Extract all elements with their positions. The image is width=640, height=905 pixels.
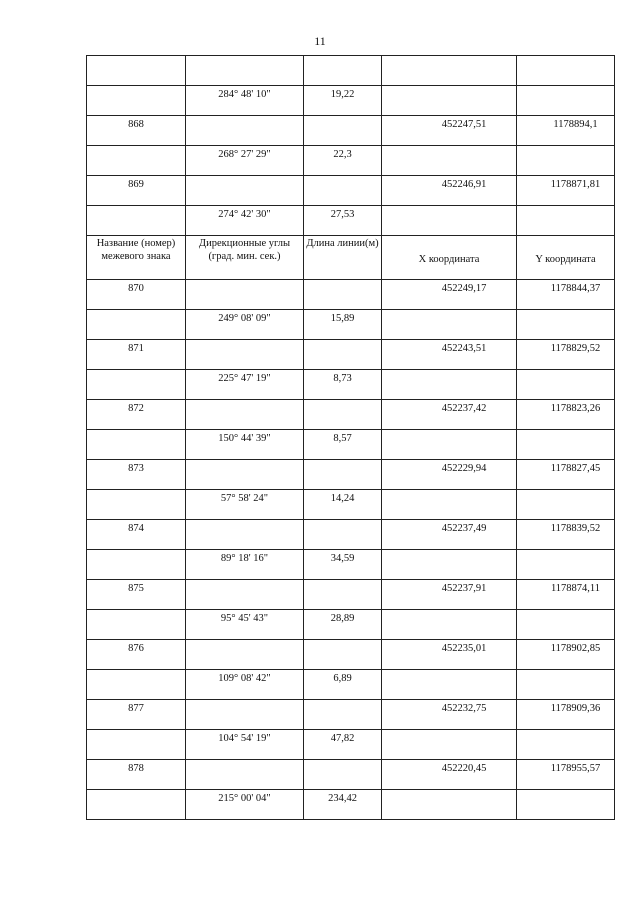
cell-x-coordinate [382, 280, 517, 310]
cell-x-coordinate-text: 452235,01 [441, 643, 487, 654]
cell-direction-angle [186, 580, 304, 610]
cell-line-length [304, 670, 382, 700]
table-row-segment [87, 610, 615, 640]
table-row-segment [87, 490, 615, 520]
cell-x-coordinate-text: 452229,94 [441, 463, 487, 474]
cell-point-name-text: 877 [128, 703, 144, 714]
cell-direction-angle-text [186, 520, 303, 523]
cell-line-length-text: 47,82 [330, 733, 355, 744]
cell-point-name-text [87, 146, 185, 149]
cell-y-coordinate [517, 116, 615, 146]
cell-x-coordinate-text [382, 610, 516, 613]
cell-line-length [304, 580, 382, 610]
page-number: 11 [314, 34, 326, 48]
cell-y-coordinate-text [517, 790, 614, 793]
cell-y-coordinate [517, 146, 615, 176]
cell-point-name-text [87, 370, 185, 373]
cell-point-name [87, 580, 186, 610]
cell-point-name-text [87, 730, 185, 733]
cell-y-coordinate [517, 400, 615, 430]
cell-point-name-text [87, 310, 185, 313]
cell-direction-angle-text: 57° 58' 24" [220, 493, 269, 504]
cell-y-coordinate-text [517, 610, 614, 613]
cell-x-coordinate-text: 452249,17 [441, 283, 487, 294]
cell-y-coordinate [517, 730, 615, 760]
cell-direction-angle-text: 89° 18' 16" [220, 553, 269, 564]
cell-line-length [304, 310, 382, 340]
cell-y-coordinate [517, 610, 615, 640]
cell-direction-angle [186, 206, 304, 236]
cell-direction-angle-text [186, 460, 303, 463]
cell-y-coordinate [517, 310, 615, 340]
cell-direction-angle [186, 550, 304, 580]
cell-x-coordinate [382, 56, 517, 86]
cell-y-coordinate [517, 340, 615, 370]
header-label: Y координата [535, 254, 596, 265]
cell-direction-angle-text: 225° 47' 19" [218, 373, 271, 384]
cell-point-name-text: 869 [128, 179, 144, 190]
header-label: X координата [418, 254, 480, 265]
cell-point-name-text: 874 [128, 523, 144, 534]
cell-line-length-text: 14,24 [330, 493, 355, 504]
cell-line-length-text: 15,89 [330, 313, 355, 324]
cell-y-coordinate-text: 1178829,52 [550, 343, 601, 354]
cell-x-coordinate-text: 452232,75 [441, 703, 487, 714]
cell-y-coordinate [517, 430, 615, 460]
cell-line-length [304, 460, 382, 490]
cell-direction-angle [186, 760, 304, 790]
cell-x-coordinate [382, 400, 517, 430]
cell-point-name-text [87, 550, 185, 553]
cell-point-name-text [87, 56, 185, 59]
cell-point-name [87, 640, 186, 670]
table-row-point [87, 116, 615, 146]
cell-point-name [87, 370, 186, 400]
cell-direction-angle-text: 150° 44' 39" [218, 433, 271, 444]
table-row-segment [87, 86, 615, 116]
cell-x-coordinate [382, 146, 517, 176]
table-row-point [87, 460, 615, 490]
cell-direction-angle-text [186, 280, 303, 283]
cell-y-coordinate [517, 370, 615, 400]
cell-y-coordinate [517, 206, 615, 236]
cell-y-coordinate-text [517, 86, 614, 89]
cell-y-coordinate-text [517, 310, 614, 313]
cell-line-length [304, 146, 382, 176]
cell-line-length [304, 280, 382, 310]
cell-y-coordinate [517, 280, 615, 310]
header-direction-angle [186, 236, 304, 280]
header-x-coordinate [382, 236, 517, 280]
cell-x-coordinate [382, 610, 517, 640]
cell-y-coordinate-text [517, 370, 614, 373]
cell-point-name [87, 790, 186, 820]
table-row-segment [87, 146, 615, 176]
cell-direction-angle-text: 274° 42' 30" [218, 209, 271, 220]
cell-y-coordinate [517, 86, 615, 116]
cell-y-coordinate-text: 1178955,57 [550, 763, 601, 774]
cell-line-length-text: 34,59 [330, 553, 355, 564]
cell-direction-angle [186, 370, 304, 400]
cell-y-coordinate [517, 670, 615, 700]
cell-y-coordinate-text: 1178894,1 [553, 119, 598, 130]
cell-line-length [304, 340, 382, 370]
table-row-segment [87, 670, 615, 700]
cell-y-coordinate-text [517, 730, 614, 733]
cell-direction-angle [186, 790, 304, 820]
cell-direction-angle [186, 460, 304, 490]
cell-point-name-text: 878 [128, 763, 144, 774]
table-row-point [87, 340, 615, 370]
cell-direction-angle-text: 215° 00' 04" [218, 793, 271, 804]
cell-line-length [304, 610, 382, 640]
cell-direction-angle-text [186, 760, 303, 763]
cell-x-coordinate-text: 452237,42 [441, 403, 487, 414]
cell-line-length-text: 6,89 [333, 673, 352, 684]
cell-point-name [87, 460, 186, 490]
cell-x-coordinate [382, 520, 517, 550]
cell-y-coordinate-text: 1178839,52 [550, 523, 601, 534]
cell-line-length-text [304, 460, 381, 463]
cell-line-length [304, 430, 382, 460]
cell-point-name [87, 610, 186, 640]
table-row-blank [87, 56, 615, 86]
cell-x-coordinate-text [382, 310, 516, 313]
cell-point-name [87, 700, 186, 730]
cell-line-length-text: 28,89 [330, 613, 355, 624]
cell-x-coordinate-text: 452237,49 [441, 523, 487, 534]
cell-point-name [87, 490, 186, 520]
cell-direction-angle-text: 104° 54' 19" [218, 733, 271, 744]
cell-point-name-text: 871 [128, 343, 144, 354]
cell-direction-angle [186, 56, 304, 86]
cell-direction-angle-text [186, 56, 303, 59]
table-row-segment [87, 370, 615, 400]
cell-point-name-text: 870 [128, 283, 144, 294]
cell-y-coordinate [517, 640, 615, 670]
header-line-length [304, 236, 382, 280]
cell-point-name [87, 86, 186, 116]
cell-direction-angle-text [186, 400, 303, 403]
cell-line-length [304, 206, 382, 236]
cell-direction-angle-text: 109° 08' 42" [218, 673, 271, 684]
cell-y-coordinate [517, 790, 615, 820]
cell-line-length-text [304, 640, 381, 643]
boundary-coordinates-table [86, 55, 615, 820]
cell-line-length-text [304, 580, 381, 583]
cell-point-name-text [87, 86, 185, 89]
table-row-segment [87, 550, 615, 580]
cell-line-length-text [304, 400, 381, 403]
cell-point-name [87, 550, 186, 580]
cell-direction-angle [186, 670, 304, 700]
cell-direction-angle [186, 400, 304, 430]
cell-direction-angle [186, 146, 304, 176]
cell-y-coordinate [517, 460, 615, 490]
cell-point-name-text: 873 [128, 463, 144, 474]
cell-direction-angle-text: 249° 08' 09" [218, 313, 271, 324]
cell-line-length [304, 490, 382, 520]
cell-direction-angle-text [186, 640, 303, 643]
cell-direction-angle [186, 176, 304, 206]
cell-line-length-text: 8,57 [333, 433, 352, 444]
cell-line-length-text: 27,53 [330, 209, 355, 220]
cell-direction-angle [186, 700, 304, 730]
cell-line-length-text [304, 340, 381, 343]
cell-point-name [87, 116, 186, 146]
cell-x-coordinate-text: 452246,91 [441, 179, 487, 190]
cell-y-coordinate-text: 1178827,45 [550, 463, 601, 474]
cell-point-name-text: 875 [128, 583, 144, 594]
cell-x-coordinate-text [382, 730, 516, 733]
cell-line-length-text [304, 280, 381, 283]
cell-x-coordinate [382, 550, 517, 580]
cell-y-coordinate-text [517, 56, 614, 59]
header-y-coordinate [517, 236, 615, 280]
table-row-point [87, 700, 615, 730]
cell-x-coordinate [382, 86, 517, 116]
cell-line-length [304, 400, 382, 430]
cell-y-coordinate-text [517, 206, 614, 209]
cell-y-coordinate-text: 1178902,85 [550, 643, 601, 654]
cell-direction-angle-text: 284° 48' 10" [218, 89, 271, 100]
cell-line-length-text: 234,42 [328, 793, 357, 804]
cell-y-coordinate [517, 580, 615, 610]
table-header-row [87, 236, 615, 280]
header-label: Длина линии(м) [306, 238, 379, 249]
cell-x-coordinate-text: 452243,51 [441, 343, 487, 354]
cell-line-length [304, 370, 382, 400]
cell-direction-angle [186, 610, 304, 640]
cell-x-coordinate-text [382, 86, 516, 89]
cell-x-coordinate [382, 310, 517, 340]
table-body [87, 56, 615, 820]
cell-line-length-text: 22,3 [333, 149, 352, 160]
cell-x-coordinate [382, 580, 517, 610]
cell-direction-angle-text [186, 176, 303, 179]
cell-point-name [87, 400, 186, 430]
cell-y-coordinate-text: 1178874,11 [550, 583, 601, 594]
cell-direction-angle-text [186, 700, 303, 703]
cell-x-coordinate-text [382, 670, 516, 673]
cell-x-coordinate [382, 370, 517, 400]
table-row-point [87, 400, 615, 430]
cell-x-coordinate [382, 116, 517, 146]
cell-point-name [87, 670, 186, 700]
cell-y-coordinate-text [517, 430, 614, 433]
cell-x-coordinate-text: 452220,45 [441, 763, 487, 774]
cell-direction-angle [186, 430, 304, 460]
table-row-segment [87, 790, 615, 820]
cell-point-name-text: 868 [128, 119, 144, 130]
table-row-point [87, 176, 615, 206]
cell-direction-angle-text [186, 340, 303, 343]
cell-direction-angle-text: 95° 45' 43" [220, 613, 269, 624]
cell-point-name [87, 430, 186, 460]
cell-point-name [87, 520, 186, 550]
cell-x-coordinate [382, 430, 517, 460]
cell-direction-angle [186, 86, 304, 116]
cell-x-coordinate [382, 730, 517, 760]
cell-point-name [87, 340, 186, 370]
cell-line-length-text [304, 760, 381, 763]
cell-line-length-text [304, 520, 381, 523]
header-label: Название (номер) межевого знака [96, 238, 176, 262]
cell-x-coordinate [382, 760, 517, 790]
cell-y-coordinate-text [517, 490, 614, 493]
cell-line-length [304, 760, 382, 790]
cell-x-coordinate [382, 340, 517, 370]
cell-line-length [304, 790, 382, 820]
cell-x-coordinate-text [382, 206, 516, 209]
cell-point-name-text [87, 430, 185, 433]
table-row-segment [87, 730, 615, 760]
cell-x-coordinate-text [382, 790, 516, 793]
cell-x-coordinate-text [382, 370, 516, 373]
cell-x-coordinate-text [382, 550, 516, 553]
cell-y-coordinate-text: 1178871,81 [550, 179, 601, 190]
cell-point-name-text [87, 610, 185, 613]
table-row-segment [87, 310, 615, 340]
cell-x-coordinate-text [382, 490, 516, 493]
cell-point-name-text [87, 206, 185, 209]
cell-x-coordinate [382, 670, 517, 700]
cell-point-name-text [87, 790, 185, 793]
cell-line-length-text [304, 700, 381, 703]
cell-direction-angle [186, 116, 304, 146]
header-label: Дирекционные углы (град. мин. сек.) [198, 238, 291, 262]
cell-point-name [87, 206, 186, 236]
cell-y-coordinate [517, 760, 615, 790]
cell-y-coordinate-text: 1178909,36 [550, 703, 601, 714]
cell-line-length [304, 550, 382, 580]
cell-line-length-text: 8,73 [333, 373, 352, 384]
cell-direction-angle [186, 280, 304, 310]
cell-y-coordinate-text [517, 550, 614, 553]
cell-point-name-text [87, 490, 185, 493]
cell-line-length-text [304, 56, 381, 59]
cell-line-length-text [304, 116, 381, 119]
cell-x-coordinate [382, 640, 517, 670]
cell-x-coordinate-text: 452247,51 [441, 119, 487, 130]
cell-line-length-text: 19,22 [330, 89, 355, 100]
cell-line-length [304, 56, 382, 86]
cell-direction-angle [186, 730, 304, 760]
table-row-point [87, 280, 615, 310]
cell-x-coordinate-text [382, 56, 516, 59]
cell-x-coordinate [382, 460, 517, 490]
cell-line-length-text [304, 176, 381, 179]
cell-line-length [304, 700, 382, 730]
cell-line-length [304, 730, 382, 760]
cell-y-coordinate [517, 56, 615, 86]
cell-line-length [304, 176, 382, 206]
cell-point-name-text: 872 [128, 403, 144, 414]
table-row-point [87, 580, 615, 610]
table-row-point [87, 640, 615, 670]
cell-line-length [304, 520, 382, 550]
cell-direction-angle-text [186, 116, 303, 119]
cell-y-coordinate-text [517, 670, 614, 673]
cell-x-coordinate-text [382, 430, 516, 433]
cell-x-coordinate-text [382, 146, 516, 149]
cell-y-coordinate-text [517, 146, 614, 149]
cell-y-coordinate [517, 490, 615, 520]
cell-x-coordinate [382, 176, 517, 206]
cell-direction-angle [186, 490, 304, 520]
cell-direction-angle-text [186, 580, 303, 583]
header-point-name [87, 236, 186, 280]
cell-y-coordinate-text: 1178844,37 [550, 283, 601, 294]
cell-x-coordinate [382, 490, 517, 520]
cell-point-name [87, 176, 186, 206]
cell-line-length [304, 640, 382, 670]
cell-line-length [304, 86, 382, 116]
cell-point-name-text [87, 670, 185, 673]
cell-x-coordinate [382, 790, 517, 820]
cell-point-name-text: 876 [128, 643, 144, 654]
cell-direction-angle [186, 520, 304, 550]
cell-direction-angle-text: 268° 27' 29" [218, 149, 271, 160]
cell-x-coordinate [382, 206, 517, 236]
cell-point-name [87, 730, 186, 760]
cell-line-length [304, 116, 382, 146]
table-row-segment [87, 206, 615, 236]
cell-point-name [87, 280, 186, 310]
cell-direction-angle [186, 640, 304, 670]
cell-y-coordinate [517, 520, 615, 550]
table-row-point [87, 760, 615, 790]
cell-y-coordinate [517, 700, 615, 730]
cell-y-coordinate [517, 550, 615, 580]
table-row-segment [87, 430, 615, 460]
cell-y-coordinate-text: 1178823,26 [550, 403, 601, 414]
cell-x-coordinate-text: 452237,91 [441, 583, 487, 594]
cell-point-name [87, 56, 186, 86]
cell-point-name [87, 146, 186, 176]
cell-point-name [87, 310, 186, 340]
table-row-point [87, 520, 615, 550]
cell-direction-angle [186, 310, 304, 340]
cell-direction-angle [186, 340, 304, 370]
cell-y-coordinate [517, 176, 615, 206]
cell-x-coordinate [382, 700, 517, 730]
cell-point-name [87, 760, 186, 790]
